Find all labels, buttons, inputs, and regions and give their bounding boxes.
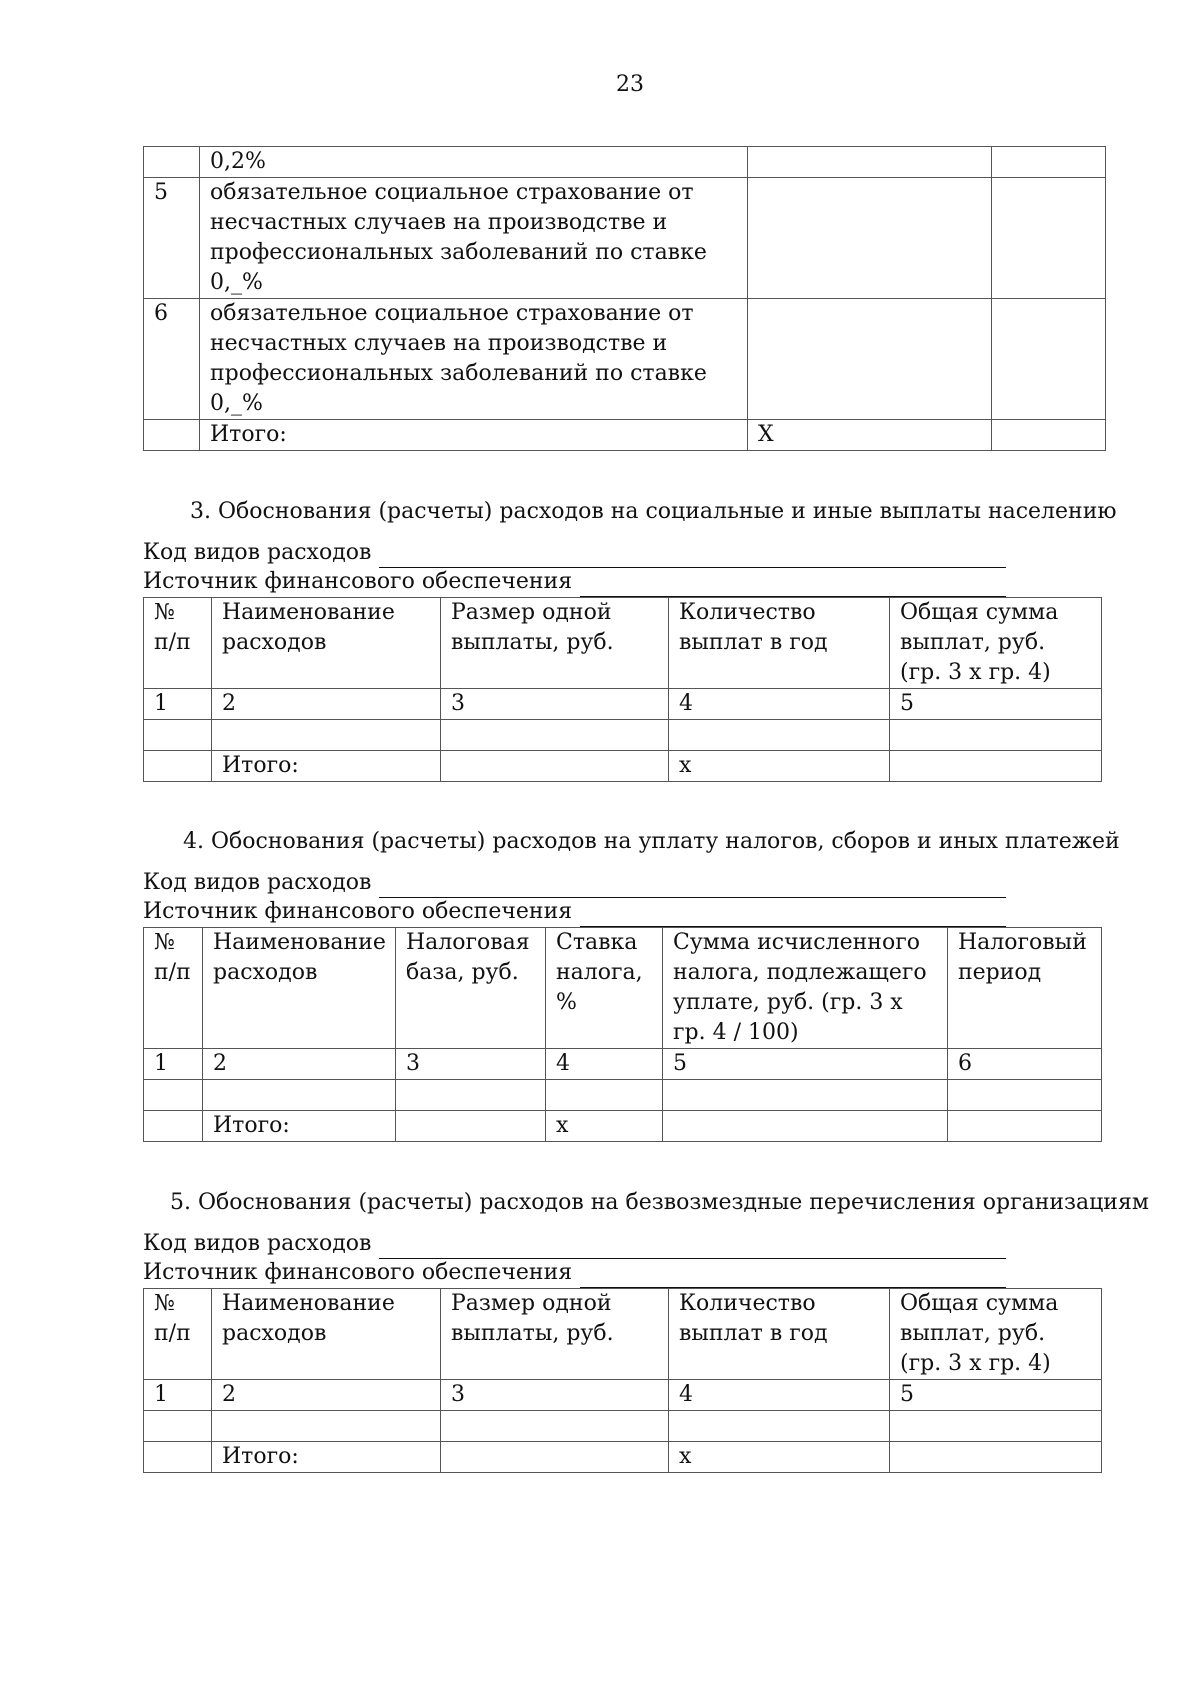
empty-row xyxy=(144,1411,1102,1442)
column-number: 2 xyxy=(212,1380,441,1411)
table-cell: обязательное социальное страхование от несчастных случаев на производстве и профессиональных заболеваний по ставке 0,_% xyxy=(200,178,748,299)
header-row xyxy=(144,598,1102,689)
column-number: 4 xyxy=(669,689,890,720)
table-cell xyxy=(890,1411,1102,1442)
funding-source-field xyxy=(143,567,1006,597)
blank-line xyxy=(580,904,1006,927)
table-row xyxy=(144,147,1106,178)
table-cell xyxy=(441,1411,669,1442)
table-cell xyxy=(890,1442,1102,1473)
table-cell xyxy=(948,1080,1102,1111)
table-cell xyxy=(441,751,669,782)
table-cell: Итого: xyxy=(200,420,748,451)
column-header: Количество выплат в год xyxy=(669,598,890,689)
table-cell xyxy=(748,299,992,420)
column-header: Налоговый период xyxy=(948,928,1102,1049)
table-cell xyxy=(669,720,890,751)
table-cell xyxy=(212,720,441,751)
gratuitous-transfers-table xyxy=(143,1288,1102,1473)
social-payments-table xyxy=(143,597,1102,782)
table-row xyxy=(144,420,1106,451)
table-cell xyxy=(992,420,1106,451)
column-header: Общая сумма выплат, руб. (гр. 3 x гр. 4) xyxy=(890,1289,1102,1380)
total-row xyxy=(144,1442,1102,1473)
total-mark: x xyxy=(669,1442,890,1473)
table-cell xyxy=(890,720,1102,751)
section-5-heading: 5. Обоснования (расчеты) расходов на безвозмездные перечисления организациям xyxy=(170,1190,1149,1215)
column-header: Налоговая база, руб. xyxy=(396,928,546,1049)
section-4-heading: 4. Обоснования (расчеты) расходов на уплату налогов, сборов и иных платежей xyxy=(183,829,1120,854)
table-cell xyxy=(396,1080,546,1111)
table-cell: 5 xyxy=(144,178,200,299)
empty-row xyxy=(144,720,1102,751)
section-3-heading: 3. Обоснования (расчеты) расходов на социальные и иные выплаты населению xyxy=(190,499,1117,524)
table-cell xyxy=(546,1080,663,1111)
table-cell xyxy=(144,720,212,751)
column-number: 6 xyxy=(948,1049,1102,1080)
column-number: 2 xyxy=(203,1049,396,1080)
empty-row xyxy=(144,1080,1102,1111)
field-label: Источник финансового обеспечения xyxy=(143,569,573,594)
blank-line xyxy=(379,1236,1006,1259)
table-cell xyxy=(144,1080,203,1111)
table-cell xyxy=(992,299,1106,420)
field-label: Источник финансового обеспечения xyxy=(143,899,573,924)
column-header: № п/п xyxy=(144,1289,212,1380)
expense-code-field xyxy=(143,1229,1006,1259)
page-number: 23 xyxy=(616,72,644,97)
table-cell xyxy=(890,751,1102,782)
funding-source-field xyxy=(143,1258,1006,1288)
table-cell: X xyxy=(748,420,992,451)
column-header: Сумма исчисленного налога, подлежащего уплате, руб. (гр. 3 x гр. 4 / 100) xyxy=(663,928,948,1049)
table-cell: обязательное социальное страхование от несчастных случаев на производстве и профессиональных заболеваний по ставке 0,_% xyxy=(200,299,748,420)
blank-line xyxy=(379,875,1006,898)
total-label: Итого: xyxy=(212,1442,441,1473)
column-number: 5 xyxy=(890,1380,1102,1411)
table-cell xyxy=(948,1111,1102,1142)
table-cell xyxy=(748,147,992,178)
funding-source-field xyxy=(143,897,1006,927)
taxes-fees-table xyxy=(143,927,1102,1142)
table-cell xyxy=(396,1111,546,1142)
total-row xyxy=(144,1111,1102,1142)
total-label: Итого: xyxy=(203,1111,396,1142)
column-header: Размер одной выплаты, руб. xyxy=(441,598,669,689)
column-header: № п/п xyxy=(144,928,203,1049)
table-cell xyxy=(144,1411,212,1442)
blank-line xyxy=(580,574,1006,597)
column-number-row xyxy=(144,689,1102,720)
table-cell xyxy=(144,1111,203,1142)
field-label: Код видов расходов xyxy=(143,1231,372,1256)
table-cell xyxy=(144,751,212,782)
column-number-row xyxy=(144,1380,1102,1411)
column-number: 3 xyxy=(441,1380,669,1411)
table-cell xyxy=(663,1111,948,1142)
total-mark: x xyxy=(546,1111,663,1142)
total-label: Итого: xyxy=(212,751,441,782)
column-number: 3 xyxy=(441,689,669,720)
table-cell xyxy=(669,1411,890,1442)
field-label: Источник финансового обеспечения xyxy=(143,1260,573,1285)
column-number: 4 xyxy=(669,1380,890,1411)
column-header: Наименование расходов xyxy=(212,1289,441,1380)
field-label: Код видов расходов xyxy=(143,540,372,565)
total-row xyxy=(144,751,1102,782)
column-header: Наименование расходов xyxy=(203,928,396,1049)
header-row xyxy=(144,1289,1102,1380)
field-label: Код видов расходов xyxy=(143,870,372,895)
column-number: 3 xyxy=(396,1049,546,1080)
table-row xyxy=(144,299,1106,420)
column-number: 1 xyxy=(144,1049,203,1080)
table-row xyxy=(144,178,1106,299)
insurance-contributions-table-continued xyxy=(143,146,1106,451)
table-cell xyxy=(992,178,1106,299)
table-cell xyxy=(144,1442,212,1473)
column-number: 1 xyxy=(144,1380,212,1411)
column-number: 1 xyxy=(144,689,212,720)
column-number: 5 xyxy=(663,1049,948,1080)
column-header: Размер одной выплаты, руб. xyxy=(441,1289,669,1380)
table-cell: 0,2% xyxy=(200,147,748,178)
expense-code-field xyxy=(143,538,1006,568)
column-header: Ставка налога, % xyxy=(546,928,663,1049)
table-cell xyxy=(663,1080,948,1111)
table-cell xyxy=(212,1411,441,1442)
table-cell xyxy=(144,420,200,451)
table-cell xyxy=(748,178,992,299)
table-cell xyxy=(203,1080,396,1111)
column-header: Количество выплат в год xyxy=(669,1289,890,1380)
column-header: Наименование расходов xyxy=(212,598,441,689)
column-header: Общая сумма выплат, руб. (гр. 3 x гр. 4) xyxy=(890,598,1102,689)
column-number: 4 xyxy=(546,1049,663,1080)
table-cell xyxy=(441,720,669,751)
column-number-row xyxy=(144,1049,1102,1080)
table-cell: 6 xyxy=(144,299,200,420)
column-header: № п/п xyxy=(144,598,212,689)
column-number: 2 xyxy=(212,689,441,720)
table-cell xyxy=(441,1442,669,1473)
total-mark: x xyxy=(669,751,890,782)
table-cell xyxy=(992,147,1106,178)
header-row xyxy=(144,928,1102,1049)
table-cell xyxy=(144,147,200,178)
column-number: 5 xyxy=(890,689,1102,720)
blank-line xyxy=(580,1265,1006,1288)
blank-line xyxy=(379,545,1006,568)
expense-code-field xyxy=(143,868,1006,898)
